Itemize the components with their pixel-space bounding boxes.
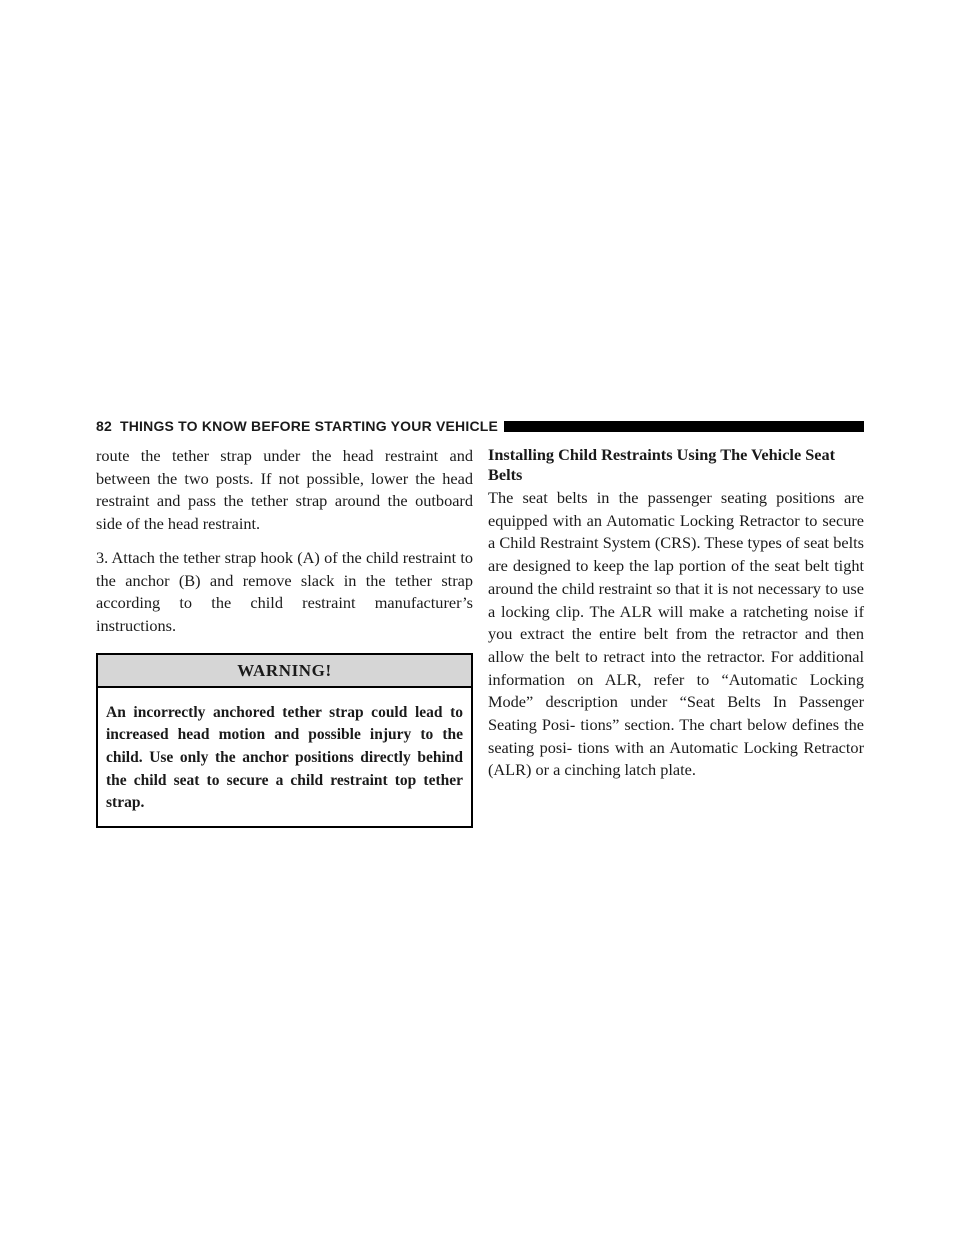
page-number: 82	[96, 418, 112, 434]
seat-belt-paragraph: The seat belts in the passenger seating positions are equipped with an Automatic Locking Retractor to secure a Child Restraint System (CRS). These types of seat belts are designed to keep the lap portion of the seat belt tight around the child restraint so that it is not necessary to use a locking clip. The ALR will make a ratcheting noise if you extract the entire belt from the retractor and then allow the belt to retract into the retractor. For additional information on ALR, refer to “Automatic Locking Mode” description under “Seat Belts In Passenger Seating Posi- tions” section. The chart below defines the seating posi- tions with an Automatic Locking Retractor (ALR) or a cinching latch plate.	[488, 488, 864, 780]
header-rule	[504, 421, 864, 432]
tether-routing-paragraph: route the tether strap under the head restraint and between the two posts. If not possible, lower the head restraint and pass the tether strap around the outboard side of the head restraint.	[96, 446, 473, 534]
step-3-paragraph: 3. Attach the tether strap hook (A) of the child restraint to the anchor (B) and remove slack in the tether strap according to the child restraint manufacturer’s instructions.	[96, 547, 473, 635]
chapter-title: THINGS TO KNOW BEFORE STARTING YOUR VEHICLE	[119, 418, 499, 434]
warning-box	[96, 653, 473, 829]
section-heading: Installing Child Restraints Using The Vehicle Seat Belts	[488, 445, 836, 484]
warning-title: WARNING!	[98, 655, 471, 688]
right-column	[488, 445, 864, 793]
running-header	[96, 416, 864, 436]
warning-text: An incorrectly anchored tether strap could lead to increased head motion and possible injury to the child. Use only the anchor positions directly behind the child seat to secure a child restraint top tether strap.	[106, 703, 463, 812]
left-column	[96, 445, 473, 828]
